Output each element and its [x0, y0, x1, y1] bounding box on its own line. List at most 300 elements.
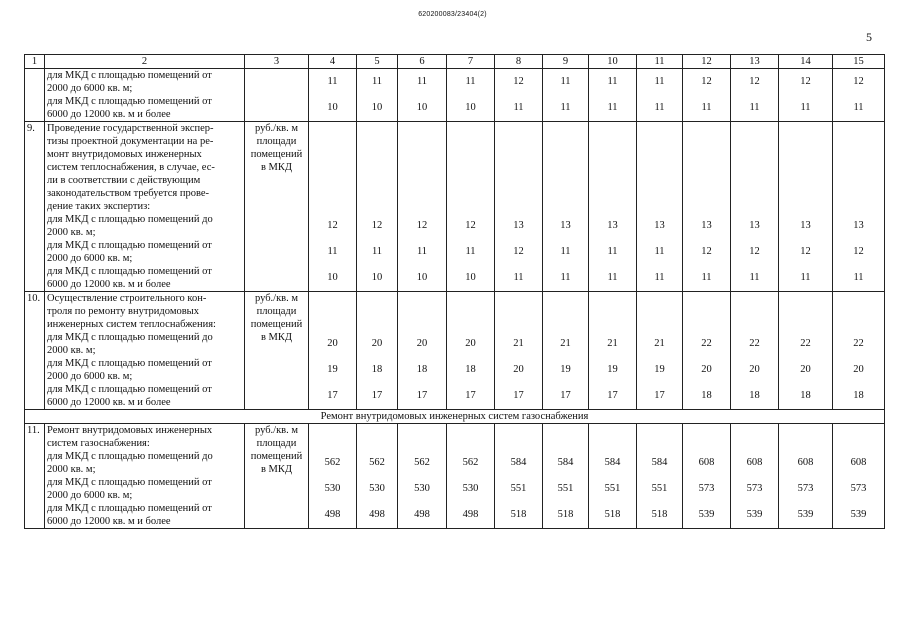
subitem-line: 2000 кв. м;	[47, 345, 96, 356]
price-value: 539	[850, 509, 867, 520]
price-value: 20	[371, 338, 383, 349]
spacer	[447, 200, 494, 213]
value-cell	[543, 424, 589, 529]
spacer	[309, 161, 356, 174]
spacer	[683, 187, 730, 200]
column-number-cell: 8	[495, 55, 543, 69]
spacer	[495, 200, 542, 213]
column-number-cell: 7	[447, 55, 495, 69]
spacer	[833, 174, 884, 187]
value-cell	[447, 122, 495, 292]
spacer	[731, 122, 778, 135]
spacer	[495, 292, 542, 305]
spacer	[833, 318, 884, 331]
spacer	[309, 187, 356, 200]
item-description	[45, 122, 245, 292]
price-value: 584	[651, 457, 668, 468]
price-value: 12	[513, 246, 524, 257]
price-value: 11	[749, 102, 760, 113]
spacer	[833, 424, 884, 437]
spacer	[543, 187, 588, 200]
price-value: 608	[746, 457, 763, 468]
price-value: 18	[465, 364, 476, 375]
spacer	[543, 148, 588, 161]
column-number-cell: 2	[45, 55, 245, 69]
item-row	[25, 122, 885, 292]
spacer	[309, 292, 356, 305]
value-cell	[833, 69, 885, 122]
item-number: 10.	[25, 292, 45, 410]
spacer	[637, 424, 682, 437]
column-number-row	[25, 55, 885, 69]
spacer	[589, 200, 636, 213]
price-value: 539	[698, 509, 715, 520]
price-value: 22	[701, 338, 712, 349]
spacer	[779, 200, 832, 213]
column-number-cell: 3	[245, 55, 309, 69]
price-value: 12	[749, 246, 760, 257]
price-value: 11	[800, 102, 811, 113]
price-value: 13	[513, 220, 524, 231]
spacer	[589, 174, 636, 187]
price-value: 608	[850, 457, 867, 468]
spacer	[683, 200, 730, 213]
price-value: 11	[800, 272, 811, 283]
intro-line: троля по ремонту внутридомовых	[47, 306, 199, 317]
spacer	[357, 161, 397, 174]
price-value: 11	[513, 102, 524, 113]
spacer	[309, 437, 356, 450]
spacer	[398, 200, 446, 213]
column-number-cell: 14	[779, 55, 833, 69]
price-value: 551	[510, 483, 527, 494]
price-value: 584	[604, 457, 621, 468]
price-value: 12	[701, 76, 712, 87]
spacer	[637, 174, 682, 187]
spacer	[398, 437, 446, 450]
spacer	[398, 305, 446, 318]
spacer	[637, 122, 682, 135]
price-value: 10	[371, 102, 383, 113]
value-cell	[309, 69, 357, 122]
spacer	[779, 424, 832, 437]
spacer	[309, 200, 356, 213]
spacer	[357, 437, 397, 450]
column-number-cell: 10	[589, 55, 637, 69]
subitem-line: 2000 кв. м;	[47, 227, 96, 238]
price-value: 573	[797, 483, 814, 494]
subitem-line: 2000 до 6000 кв. м;	[47, 253, 133, 264]
item-10-block	[25, 292, 885, 410]
price-value: 573	[850, 483, 867, 494]
spacer	[495, 122, 542, 135]
spacer	[683, 318, 730, 331]
price-value: 10	[465, 102, 476, 113]
value-cell	[833, 424, 885, 529]
spacer	[357, 148, 397, 161]
price-value: 551	[604, 483, 621, 494]
spacer	[833, 148, 884, 161]
spacer	[398, 187, 446, 200]
price-value: 11	[701, 272, 712, 283]
spacer	[731, 437, 778, 450]
spacer	[309, 305, 356, 318]
price-value: 13	[701, 220, 712, 231]
spacer	[357, 187, 397, 200]
value-cell	[779, 69, 833, 122]
spacer	[495, 161, 542, 174]
subitem-line: для МКД с площадью помещений до	[47, 451, 213, 462]
spacer	[683, 305, 730, 318]
price-value: 530	[324, 483, 341, 494]
spacer	[309, 174, 356, 187]
price-value: 10	[465, 272, 476, 283]
price-value: 20	[513, 364, 524, 375]
value-cell	[683, 424, 731, 529]
unit-line: помещений	[250, 149, 303, 160]
spacer	[589, 424, 636, 437]
spacer	[495, 187, 542, 200]
unit-line: площади	[256, 438, 297, 449]
spacer	[589, 292, 636, 305]
value-cell	[683, 292, 731, 410]
value-cell	[447, 424, 495, 529]
price-value: 17	[607, 390, 618, 401]
spacer	[589, 187, 636, 200]
price-value: 20	[327, 338, 338, 349]
spacer	[357, 305, 397, 318]
price-value: 530	[414, 483, 430, 494]
price-value: 17	[416, 390, 428, 401]
spacer	[637, 437, 682, 450]
price-value: 11	[749, 272, 760, 283]
price-value: 13	[853, 220, 864, 231]
spacer	[495, 318, 542, 331]
spacer	[543, 424, 588, 437]
price-value: 584	[510, 457, 527, 468]
intro-line: систем теплоснабжения, в случае, ес-	[47, 162, 215, 173]
spacer	[543, 318, 588, 331]
spacer	[447, 187, 494, 200]
price-value: 608	[797, 457, 814, 468]
price-value: 21	[654, 338, 665, 349]
price-value: 13	[654, 220, 665, 231]
unit-line: в МКД	[260, 332, 293, 343]
price-value: 530	[462, 483, 479, 494]
value-cell	[779, 292, 833, 410]
spacer	[447, 292, 494, 305]
value-cell	[398, 424, 447, 529]
column-number-cell: 6	[398, 55, 447, 69]
unit-line: помещений	[250, 319, 303, 330]
price-value: 539	[746, 509, 763, 520]
column-number-cell: 12	[683, 55, 731, 69]
price-value: 17	[465, 390, 476, 401]
price-value: 498	[414, 509, 430, 520]
price-value: 11	[371, 246, 383, 257]
column-number-cell: 4	[309, 55, 357, 69]
price-value: 22	[800, 338, 811, 349]
intro-line: Осуществление строительного кон-	[47, 293, 207, 304]
spacer	[398, 161, 446, 174]
spacer	[309, 135, 356, 148]
tariff-table	[24, 54, 885, 529]
price-value: 12	[465, 220, 476, 231]
price-value: 573	[746, 483, 763, 494]
intro-line: систем газоснабжения:	[47, 438, 150, 449]
price-value: 17	[371, 390, 383, 401]
price-value: 539	[797, 509, 814, 520]
price-value: 12	[853, 76, 864, 87]
price-value: 11	[416, 246, 428, 257]
price-value: 562	[462, 457, 479, 468]
price-value: 11	[560, 76, 571, 87]
price-value: 12	[371, 220, 383, 231]
spacer	[589, 318, 636, 331]
price-value: 18	[800, 390, 811, 401]
spacer	[357, 122, 397, 135]
spacer	[543, 437, 588, 450]
value-cell	[495, 122, 543, 292]
value-cell	[589, 424, 637, 529]
price-value: 11	[560, 246, 571, 257]
unit-line: руб./кв. м	[254, 293, 299, 304]
section-title: Ремонт внутридомовых инженерных систем газоснабжения	[25, 410, 885, 424]
spacer	[637, 305, 682, 318]
spacer	[447, 437, 494, 450]
item-row	[25, 292, 885, 410]
spacer	[731, 424, 778, 437]
value-cell	[731, 69, 779, 122]
spacer	[495, 135, 542, 148]
price-value: 19	[327, 364, 338, 375]
price-value: 11	[560, 102, 571, 113]
spacer	[589, 305, 636, 318]
spacer	[495, 437, 542, 450]
value-cell	[833, 122, 885, 292]
spacer	[637, 318, 682, 331]
intro-line: инженерных систем теплоснабжения:	[47, 319, 216, 330]
subitem-line: для МКД с площадью помещений от	[47, 477, 212, 488]
price-value: 562	[414, 457, 430, 468]
price-value: 11	[654, 102, 665, 113]
column-number-cell: 9	[543, 55, 589, 69]
item-description	[45, 424, 245, 529]
value-cell	[731, 424, 779, 529]
spacer	[683, 424, 730, 437]
intro-line: Проведение государственной экспер-	[47, 123, 214, 134]
unit-cell	[245, 69, 309, 122]
item-row	[25, 424, 885, 529]
spacer	[357, 135, 397, 148]
spacer	[731, 200, 778, 213]
price-value: 11	[853, 102, 864, 113]
value-cell	[637, 424, 683, 529]
price-value: 11	[465, 246, 476, 257]
price-value: 18	[701, 390, 712, 401]
spacer	[779, 437, 832, 450]
spacer	[398, 148, 446, 161]
item-description	[45, 69, 245, 122]
spacer	[779, 135, 832, 148]
spacer	[495, 174, 542, 187]
price-value: 12	[853, 246, 864, 257]
spacer	[447, 318, 494, 331]
value-cell	[683, 69, 731, 122]
spacer	[589, 122, 636, 135]
spacer	[589, 437, 636, 450]
spacer	[637, 148, 682, 161]
spacer	[731, 174, 778, 187]
spacer	[833, 292, 884, 305]
price-value: 12	[513, 76, 524, 87]
spacer	[309, 424, 356, 437]
spacer	[543, 174, 588, 187]
price-value: 12	[800, 246, 811, 257]
intro-line: ли в соответствии с действующим	[47, 175, 201, 186]
price-value: 551	[557, 483, 574, 494]
price-value: 10	[327, 102, 338, 113]
price-value: 19	[654, 364, 665, 375]
intro-line: дение таких экспертиз:	[47, 201, 151, 212]
spacer	[683, 122, 730, 135]
price-value: 18	[749, 390, 760, 401]
value-cell	[447, 69, 495, 122]
price-value: 562	[324, 457, 341, 468]
value-cell	[731, 292, 779, 410]
spacer	[731, 148, 778, 161]
spacer	[683, 161, 730, 174]
spacer	[543, 292, 588, 305]
price-value: 518	[651, 509, 668, 520]
column-number-cell: 5	[357, 55, 398, 69]
price-value: 11	[327, 76, 338, 87]
spacer	[833, 437, 884, 450]
spacer	[495, 305, 542, 318]
price-value: 11	[327, 246, 338, 257]
price-value: 19	[607, 364, 618, 375]
subitem-line: для МКД с площадью помещений от	[47, 96, 212, 107]
item-9-block	[25, 122, 885, 292]
price-value: 498	[324, 509, 341, 520]
price-value: 21	[513, 338, 524, 349]
spacer	[731, 161, 778, 174]
value-cell	[495, 292, 543, 410]
spacer	[543, 161, 588, 174]
price-value: 17	[560, 390, 571, 401]
unit-cell	[245, 122, 309, 292]
unit-line: в МКД	[260, 464, 293, 475]
spacer	[357, 424, 397, 437]
spacer	[447, 148, 494, 161]
price-value: 10	[371, 272, 383, 283]
value-cell	[398, 122, 447, 292]
page-number: 5	[866, 30, 872, 44]
spacer	[779, 122, 832, 135]
spacer	[543, 305, 588, 318]
spacer	[447, 174, 494, 187]
price-value: 13	[560, 220, 571, 231]
spacer	[589, 148, 636, 161]
spacer	[833, 200, 884, 213]
intro-line: тизы проектной документации на ре-	[47, 136, 214, 147]
spacer	[683, 292, 730, 305]
price-value: 498	[462, 509, 479, 520]
price-value: 11	[607, 246, 618, 257]
spacer	[398, 122, 446, 135]
value-cell	[637, 122, 683, 292]
price-value: 20	[800, 364, 811, 375]
value-cell	[357, 424, 398, 529]
intro-line: Ремонт внутридомовых инженерных	[47, 425, 213, 436]
column-number-cell: 11	[637, 55, 683, 69]
unit-line: в МКД	[260, 162, 293, 173]
subitem-line: 6000 до 12000 кв. м и более	[47, 109, 171, 120]
value-cell	[637, 292, 683, 410]
value-cell	[398, 292, 447, 410]
spacer	[683, 437, 730, 450]
spacer	[357, 200, 397, 213]
value-cell	[833, 292, 885, 410]
price-value: 17	[654, 390, 665, 401]
spacer	[398, 318, 446, 331]
price-value: 530	[369, 483, 385, 494]
spacer	[589, 161, 636, 174]
section-header-row	[25, 410, 885, 424]
price-value: 498	[369, 509, 385, 520]
item-description	[45, 292, 245, 410]
price-value: 608	[698, 457, 715, 468]
value-cell	[398, 69, 447, 122]
price-value: 21	[560, 338, 571, 349]
spacer	[495, 148, 542, 161]
price-value: 12	[701, 246, 712, 257]
price-value: 11	[371, 76, 383, 87]
spacer	[731, 305, 778, 318]
subitem-line: для МКД с площадью помещений до	[47, 332, 213, 343]
value-cell	[495, 424, 543, 529]
spacer	[731, 318, 778, 331]
price-value: 10	[416, 272, 428, 283]
value-cell	[589, 122, 637, 292]
spacer	[779, 318, 832, 331]
price-value: 10	[327, 272, 338, 283]
price-value: 18	[416, 364, 428, 375]
subitem-line: 6000 до 12000 кв. м и более	[47, 397, 171, 408]
value-cell	[447, 292, 495, 410]
spacer	[637, 135, 682, 148]
unit-line: площади	[256, 306, 297, 317]
value-cell	[495, 69, 543, 122]
unit-cell	[245, 292, 309, 410]
spacer	[589, 135, 636, 148]
spacer	[309, 318, 356, 331]
price-value: 13	[607, 220, 618, 231]
item-11-block	[25, 424, 885, 529]
value-cell	[779, 424, 833, 529]
price-value: 584	[557, 457, 574, 468]
intro-line: монт внутридомовых инженерных	[47, 149, 202, 160]
unit-line: руб./кв. м	[254, 425, 299, 436]
spacer	[637, 161, 682, 174]
spacer	[779, 174, 832, 187]
price-value: 518	[604, 509, 621, 520]
price-value: 21	[607, 338, 618, 349]
intro-line: законодательством требуется прове-	[47, 188, 210, 199]
spacer	[833, 122, 884, 135]
value-cell	[683, 122, 731, 292]
spacer	[447, 135, 494, 148]
